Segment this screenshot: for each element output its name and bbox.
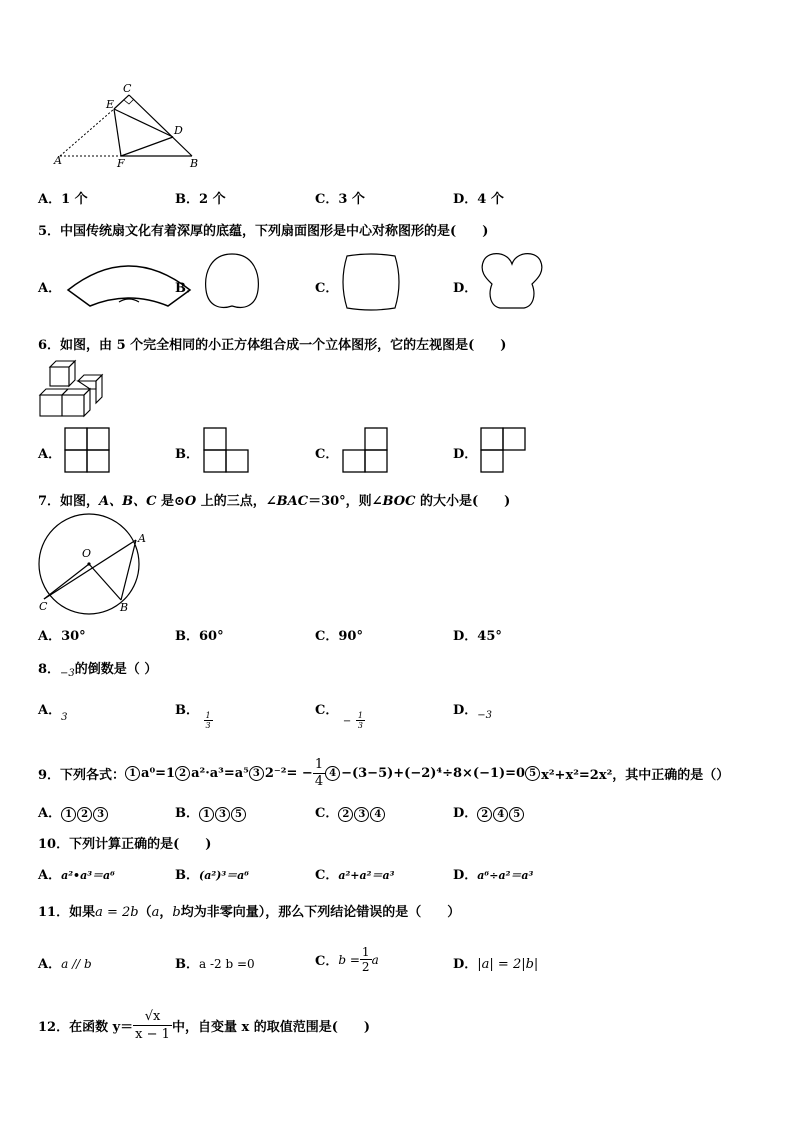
- q6-stem: 6．如图，由 5 个完全相同的小正方体组合成一个立体图形，它的左视图是( ): [38, 338, 507, 353]
- q7-label-o: O: [82, 547, 92, 560]
- q5-fan-shape-c: [341, 252, 403, 318]
- q12-fraction: $\frac{√x}{x - 1}$: [135, 1009, 170, 1042]
- circled-number: 4: [325, 766, 340, 781]
- q4-label-b: B: [190, 157, 199, 170]
- q6-cubes-figure: [38, 357, 110, 423]
- q5-option-b-label[interactable]: B．: [175, 281, 199, 296]
- q5-option-c-label[interactable]: C．: [315, 281, 339, 296]
- q8-option-d[interactable]: D．$_{-3}$: [453, 703, 493, 721]
- q4-label-a: A: [54, 154, 62, 167]
- q7-option-b[interactable]: B．60°: [175, 629, 224, 644]
- circled-number: 1: [125, 766, 140, 781]
- q6-view-b: [203, 427, 251, 479]
- q5-fan-shape-d: [480, 250, 548, 318]
- q6-view-a: [64, 427, 112, 479]
- q11-option-b[interactable]: B．a -2 b =0: [175, 957, 255, 972]
- q6-view-d: [480, 427, 528, 479]
- q11-option-d[interactable]: D．|a| = 2|b|: [453, 957, 539, 972]
- circled-number: 2: [175, 766, 190, 781]
- q10-option-c[interactable]: C．a²+a²＝a³: [315, 868, 395, 883]
- q11-option-c[interactable]: C． b = $\frac{1}{2}$ a: [315, 945, 379, 974]
- circled-number: 5: [525, 766, 540, 781]
- q4-option-b[interactable]: B．2 个: [175, 192, 226, 207]
- q7-label-a: A: [138, 532, 146, 545]
- q4-label-c: C: [123, 82, 132, 95]
- q4-option-c[interactable]: C．3 个: [315, 192, 365, 207]
- q12-stem: 12．在函数 y＝ $\frac{√x}{x - 1}$ 中，自变量 x 的取值范围是( ): [38, 1009, 371, 1042]
- q6-option-b-label[interactable]: B．: [175, 447, 199, 462]
- q5-option-d-label[interactable]: D．: [453, 281, 478, 296]
- q5-fan-shape-b: [204, 252, 264, 318]
- q9-option-c[interactable]: C． 2 3 4: [315, 802, 386, 822]
- q9-option-d[interactable]: D． 2 4 5: [453, 802, 525, 822]
- q8-option-a[interactable]: A．$_3$: [38, 703, 68, 723]
- q9-option-a[interactable]: A． 1 2 3: [38, 802, 109, 822]
- q4-label-f: F: [117, 157, 125, 170]
- q6-option-d-label[interactable]: D．: [453, 447, 478, 462]
- q8-option-c[interactable]: C． $_-$ $\frac{1}{3}$: [315, 703, 363, 730]
- q10-option-a[interactable]: A．a²•a³＝a⁶: [38, 868, 115, 883]
- q4-option-a[interactable]: A．1 个: [38, 192, 88, 207]
- q11-option-a[interactable]: A．a // b: [38, 957, 92, 972]
- q10-stem: 10．下列计算正确的是( ): [38, 837, 212, 852]
- q4-label-d: D: [174, 124, 183, 137]
- q11-stem: 11．如果a = 2b（a，b均为非零向量），那么下列结论错误的是（ ）: [38, 905, 461, 920]
- q10-option-d[interactable]: D．a⁶÷a²＝a³: [453, 868, 534, 883]
- q4-option-d[interactable]: D．4 个: [453, 192, 504, 207]
- q5-option-a-label[interactable]: A．: [38, 281, 62, 296]
- q7-option-c[interactable]: C．90°: [315, 629, 363, 644]
- q8-stem: 8．$_{-3}$的倒数是（ ）: [38, 662, 158, 679]
- q10-option-b[interactable]: B．(a²)³＝a⁶: [175, 868, 250, 883]
- q6-option-c-label[interactable]: C．: [315, 447, 339, 462]
- q7-label-c: C: [39, 600, 48, 613]
- q4-figure: [52, 80, 202, 172]
- q8-option-b[interactable]: B． $\frac{1}{3}$: [175, 703, 211, 730]
- q5-stem: 5．中国传统扇文化有着深厚的底蕴，下列扇面图形是中心对称图形的是( ): [38, 224, 489, 239]
- circled-number: 3: [249, 766, 264, 781]
- q9-fraction: $\frac{1}{4}$: [314, 757, 324, 789]
- q7-option-d[interactable]: D．45°: [453, 629, 502, 644]
- q6-view-c: [342, 427, 390, 479]
- q7-option-a[interactable]: A．30°: [38, 629, 86, 644]
- q6-option-a-label[interactable]: A．: [38, 447, 62, 462]
- q7-stem: 7．如图，A、B、C 是⊙O 上的三点，∠BAC＝30°，则∠BOC 的大小是( ): [38, 494, 511, 509]
- q7-circle-figure: [34, 514, 148, 620]
- q4-label-e: E: [106, 98, 115, 111]
- vector-equation: a = 2b: [95, 905, 139, 920]
- q9-stem: 9．下列各式： 1 a⁰=1 2 a²·a³=a⁵ 3 2⁻²= − $\frac{1}{4}$ 4 −(3−5)+(−2)⁴÷8×(−1)=0 5 x²+x²=2x²，其中正确的是（）: [38, 757, 730, 789]
- q4-triangle-diagram: [52, 80, 202, 172]
- q7-label-b: B: [120, 601, 129, 614]
- q9-option-b[interactable]: B． 1 3 5: [175, 802, 247, 822]
